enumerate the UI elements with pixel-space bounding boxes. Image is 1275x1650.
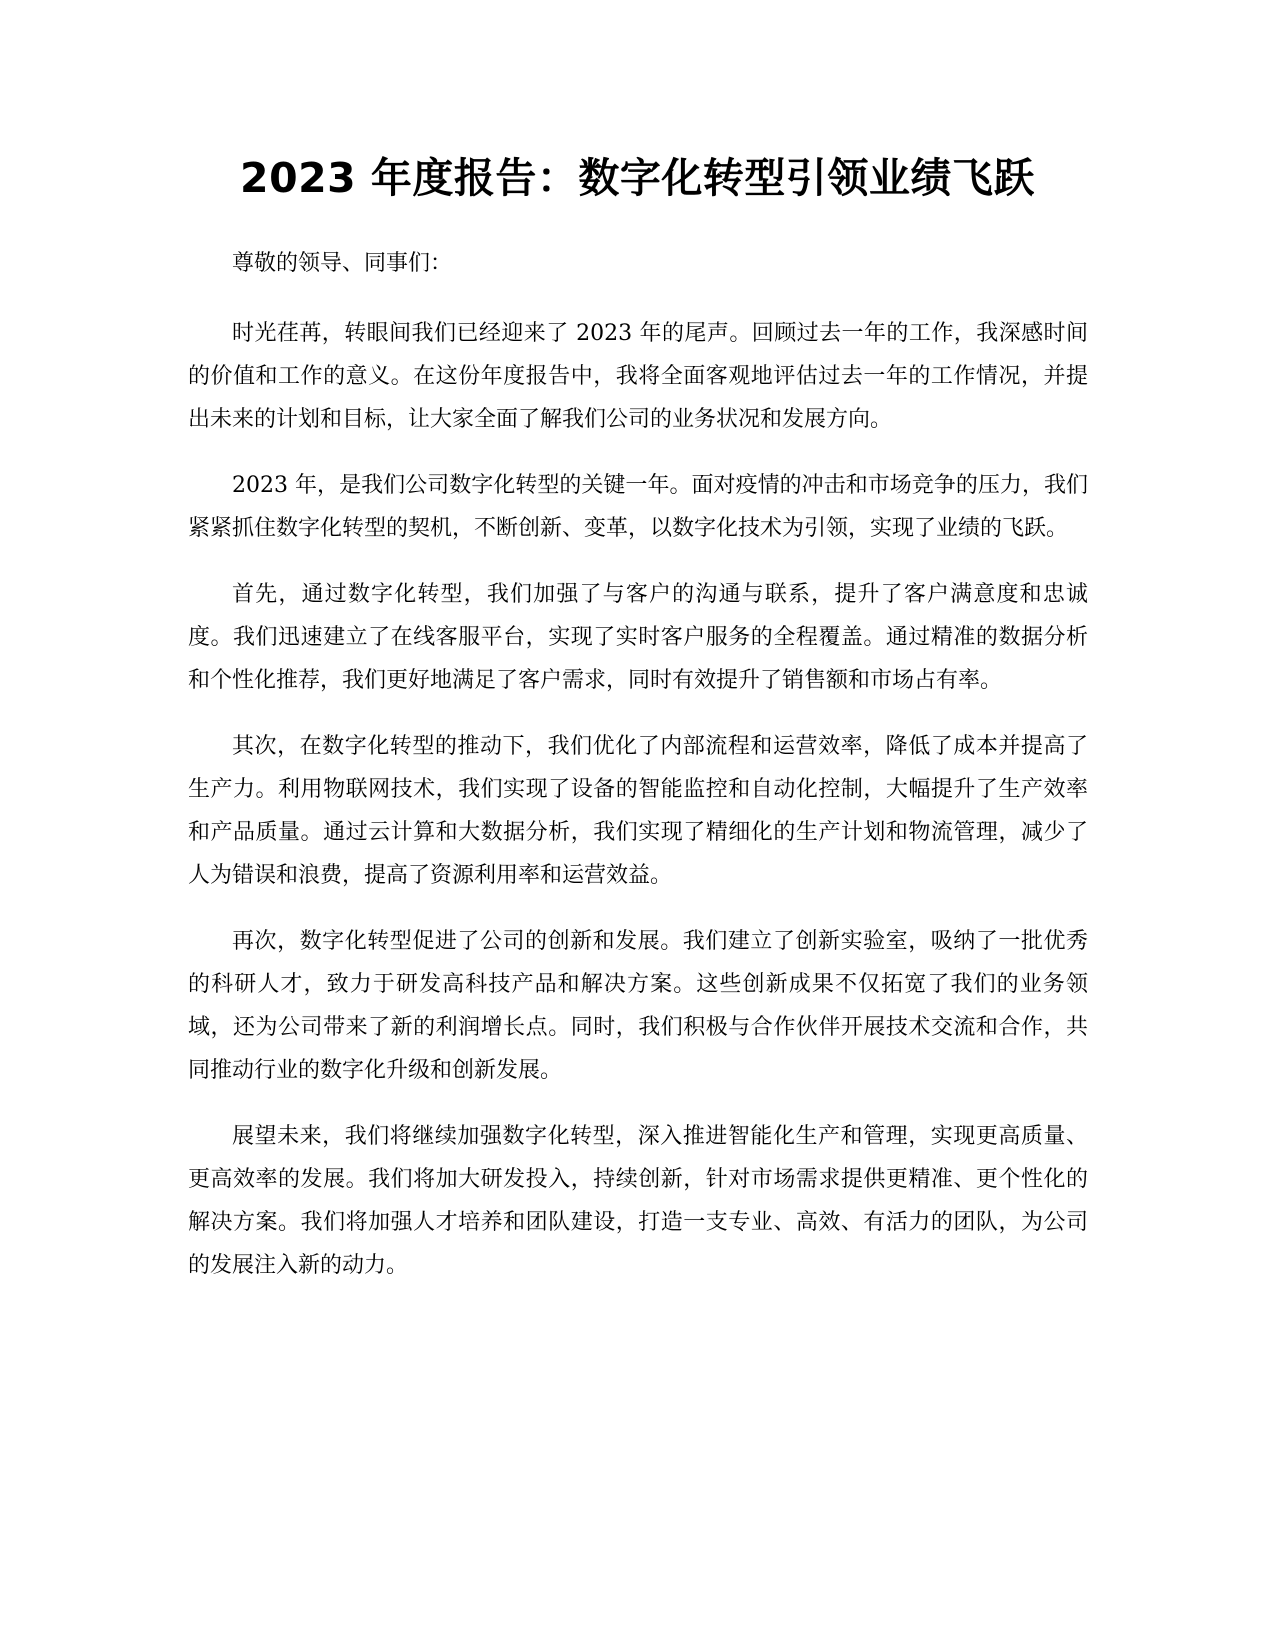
paragraph-key-year: 2023 年，是我们公司数字化转型的关键一年。面对疫情的冲击和市场竞争的压力，我们紧紧抓住数字化转型的契机，不断创新、变革，以数字化技术为引领，实现了业绩的飞跃。: [188, 473, 1088, 541]
document-title: 2023 年度报告：数字化转型引领业绩飞跃: [240, 154, 1035, 202]
paragraph-customers: 首先，通过数字化转型，我们加强了与客户的沟通与联系，提升了客户满意度和忠诚度。我们迅速建立了在线客服平台，实现了实时客户服务的全程覆盖。通过精准的数据分析和个性化推荐，我们更好地满足了客户需求，同时有效提升了销售额和市场占有率。: [188, 582, 1088, 693]
document-body: [188, 242, 1088, 1310]
paragraph-innovation: 再次，数字化转型促进了公司的创新和发展。我们建立了创新实验室，吸纳了一批优秀的科研人才，致力于研发高科技产品和解决方案。这些创新成果不仅拓宽了我们的业务领域，还为公司带来了新的利润增长点。同时，我们积极与合作伙伴开展技术交流和合作，共同推动行业的数字化升级和创新发展。: [188, 929, 1088, 1083]
paragraph-outlook: 展望未来，我们将继续加强数字化转型，深入推进智能化生产和管理，实现更高质量、更高效率的发展。我们将加大研发投入，持续创新，针对市场需求提供更精准、更个性化的解决方案。我们将加强人才培养和团队建设，打造一支专业、高效、有活力的团队，为公司的发展注入新的动力。: [188, 1124, 1088, 1278]
paragraph-operations: 其次，在数字化转型的推动下，我们优化了内部流程和运营效率，降低了成本并提高了生产力。利用物联网技术，我们实现了设备的智能监控和自动化控制，大幅提升了生产效率和产品质量。通过云计算和大数据分析，我们实现了精细化的生产计划和物流管理，减少了人为错误和浪费，提高了资源利用率和运营效益。: [188, 734, 1088, 888]
salutation: 尊敬的领导、同事们：: [232, 251, 453, 276]
paragraph-intro: 时光荏苒，转眼间我们已经迎来了 2023 年的尾声。回顾过去一年的工作，我深感时间的价值和工作的意义。在这份年度报告中，我将全面客观地评估过去一年的工作情况，并提出未来的计划和目标，让大家全面了解我们公司的业务状况和发展方向。: [188, 321, 1088, 432]
